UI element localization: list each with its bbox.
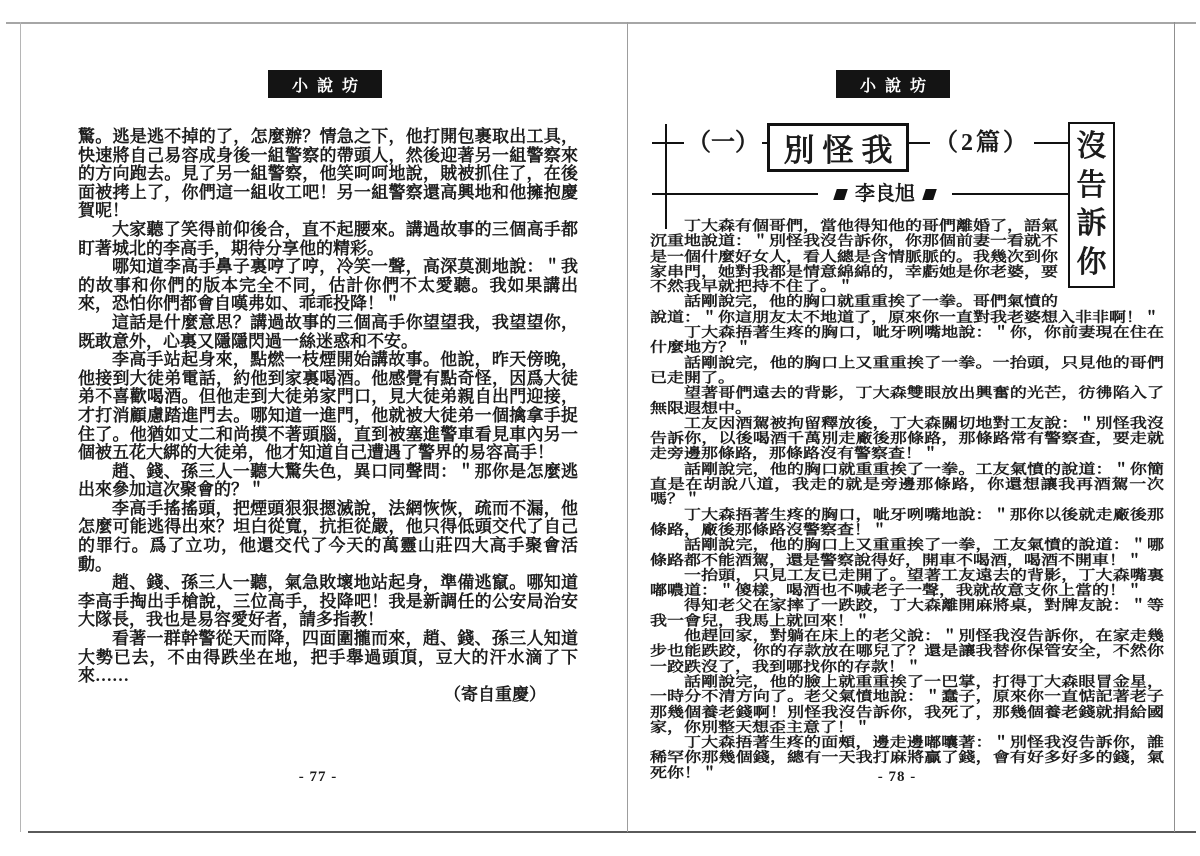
frame-left-line <box>20 22 21 832</box>
byline: （寄自重慶） <box>444 684 546 704</box>
frame-right-line <box>1174 22 1175 832</box>
story-author <box>818 180 952 208</box>
side-title-char: 訴 <box>1076 207 1107 241</box>
paragraph: 得知老父在家摔了一跌跤，丁大森離開麻將桌，對牌友說：＂等我一會兒，我馬上就回來！＂ <box>650 597 1164 629</box>
paragraph: 趙、錢、孫三人一聽，氣急敗壞地站起身，準備逃竄。哪知道李高手掏出手槍說，三位高手，投降吧！我是新調任的公安局治安大隊長，我也是易容愛好者，請多指教！ <box>78 573 578 630</box>
page-gutter-line <box>627 22 628 832</box>
paragraph: 李高手搖搖頭，把煙頭狠狠摁滅說，法網恢恢，疏而不漏，他怎麼可能逃得出來？坦白從寬，抗拒從嚴，他只得低頭交代了自己的罪行。爲了立功，他還交代了今天的萬靈山莊四大高手聚會活動。 <box>78 498 578 574</box>
paragraph: 工友因酒駕被拘留釋放後，丁大森關切地對工友說：＂別怪我沒告訴你，以後喝酒千萬別走廠後那條路，那條路常有警察查，要走就走旁邊那條路，那條路沒有警察查！＂ <box>650 415 1164 462</box>
paragraph: 話剛說完，他的胸口上又重重挨了一拳，工友氣憤的說道：＂哪條路都不能酒駕，還是警察說得好，開車不喝酒，喝酒不開車！＂ <box>650 537 1164 569</box>
frame-bottom-line <box>28 831 1196 833</box>
left-page-number: - 77 - <box>298 769 338 785</box>
story-title-side-box <box>1068 122 1115 288</box>
paragraph: 話剛說完，他的胸口就重重挨了一拳。哥們氣憤的說道：＂你這朋友太不地道了，原來你一直對我老婆想入非非啊！＂ <box>650 294 1160 326</box>
paragraph: 話剛說完，他的胸口就重重挨了一拳。工友氣憤的說道：＂你簡直是在胡說八道，我走的就是旁邊那條路，你還想讓我再酒駕一次嗎？＂ <box>650 461 1164 508</box>
paragraph: 丁大森有個哥們，當他得知他的哥們離婚了，語氣沉重地說道：＂別怪我沒告訴你，你那個前妻一看就不是一個什麼好女人，看人總是含情脈脈的。我幾次到你家串門，她對我都是情意綿綿的，幸虧她是你老婆，要不然我早就把持不住了。＂ <box>650 218 1058 295</box>
paragraph: 驚。逃是逃不掉的了，怎麼辦？情急之下，他打開包裹取出工具，快速將自己易容成身後一組警察的帶頭人，然後迎著另一組警察來的方向跑去。見了另一組警察，他笑呵呵地說，賊被抓住了，在後面被拷上了，你們這一組收工吧！另一組警察還高興地和他擁抱慶賀呢！ <box>78 127 578 221</box>
paragraph: 他趕回家，對躺在床上的老父說：＂別怪我沒告訴你，在家走幾步也能跌跤，你的存款放在哪兒了？還是讓我替你保管安全，不然你一跤跌沒了，我到哪找你的存款！＂ <box>650 628 1164 675</box>
paragraph: 哪知道李高手鼻子裏哼了哼，冷笑一聲，高深莫測地說：＂我的故事和你們的版本完全不同，估計你們不太愛聽。我如果講出來，恐怕你們都會自嘆弗如、乖乖投降！＂ <box>78 257 578 314</box>
diamond-marker-icon <box>833 189 848 200</box>
paragraph: 話剛說完，他的臉上就重重挨了一巴掌，打得丁大森眼冒金星，一時分不清方向了。老父氣憤地說：＂蠢子，原來你一直惦記著老子那幾個養老錢啊！別怪我沒告訴你，我死了，那幾個養老錢就捐給國家，你別整天想歪主意了！＂ <box>650 673 1164 736</box>
story-count-label: （2篇） <box>930 127 1034 159</box>
title-left-tick <box>665 124 667 229</box>
paragraph: 話剛說完，他的胸口上又重重挨了一拳。一抬頭，只見他的哥們已走開了。 <box>650 354 1164 386</box>
story-title-box: 別怪我 <box>767 123 909 172</box>
side-title-char: 沒 <box>1076 130 1107 164</box>
side-title-char: 你 <box>1076 245 1107 279</box>
left-page-header-badge: 小說坊 <box>268 70 382 98</box>
right-page-paragraphs <box>650 219 1164 781</box>
paragraph: 李高手站起身來，點燃一枝煙開始講故事。他說，昨天傍晚，他接到大徒弟電話，約他到家裏喝酒。他感覺有點奇怪，因爲大徒弟不喜歡喝酒。但他走到大徒弟家門口，見大徒弟親自出門迎接，才打消顧慮踏進門去。哪知道一進門，他就被大徒弟一個擒拿手捉住了。他猶如丈二和尚摸不著頭腦，直到被塞進警車看見車內另一個被五花大綁的大徒弟，他才知道自己遭遇了警界的易容高手！ <box>78 350 578 463</box>
paragraph: 大家聽了笑得前仰後合，直不起腰來。講過故事的三個高手都盯著城北的李高手，期待分享他的精彩。 <box>78 219 578 258</box>
right-page-body <box>650 219 1164 781</box>
frame-top-line <box>6 22 1196 24</box>
paragraph: 這話是什麼意思？講過故事的三個高手你望望我，我望望你，既敢意外，心裏又隱隱閃過一絲迷惑和不安。 <box>78 312 578 351</box>
paragraph: 丁大森捂著生疼的面頰，邊走邊嘟囔著：＂別怪我沒告訴你，誰稀罕你那幾個錢，總有一天我打麻將贏了錢，會有好多好多的錢，氣死你！＂ <box>650 734 1164 781</box>
story-author-name: 李良旭 <box>855 183 915 205</box>
paragraph: 望著哥們遠去的背影，丁大森雙眼放出興奮的光芒，彷彿陷入了無限遐想中。 <box>650 385 1164 417</box>
paragraph: 一抬頭，只見工友已走開了。望著工友遠去的背影，丁大森嘴裏嘟噥道：＂傻樣，喝酒也不喊老子一聲，我就故意支你上當的！＂ <box>650 567 1164 599</box>
left-page-paragraphs <box>78 128 578 686</box>
left-page-body <box>78 128 578 704</box>
paragraph: 丁大森捂著生疼的胸口，呲牙咧嘴地說：＂你，你前妻現在住在什麼地方？＂ <box>650 324 1164 356</box>
diamond-marker-icon <box>922 189 937 200</box>
paragraph: 丁大森捂著生疼的胸口，呲牙咧嘴地說：＂那你以後就走廠後那條路，廠後那條路沒警察查！＂ <box>650 506 1164 538</box>
side-title-char: 告 <box>1076 168 1107 202</box>
paragraph: 看著一群幹警從天而降，四面圍攏而來，趙、錢、孫三人知道大勢已去，不由得跌坐在地，把手舉過頭頂，豆大的汗水滴了下來…… <box>78 629 578 686</box>
right-page-number: - 78 - <box>877 769 917 785</box>
paragraph: 趙、錢、孫三人一聽大驚失色，異口同聲問：＂那你是怎麼逃出來參加這次聚會的？＂ <box>78 461 578 500</box>
story-index-label: （一） <box>684 127 762 159</box>
right-page-header-badge: 小說坊 <box>836 70 950 98</box>
